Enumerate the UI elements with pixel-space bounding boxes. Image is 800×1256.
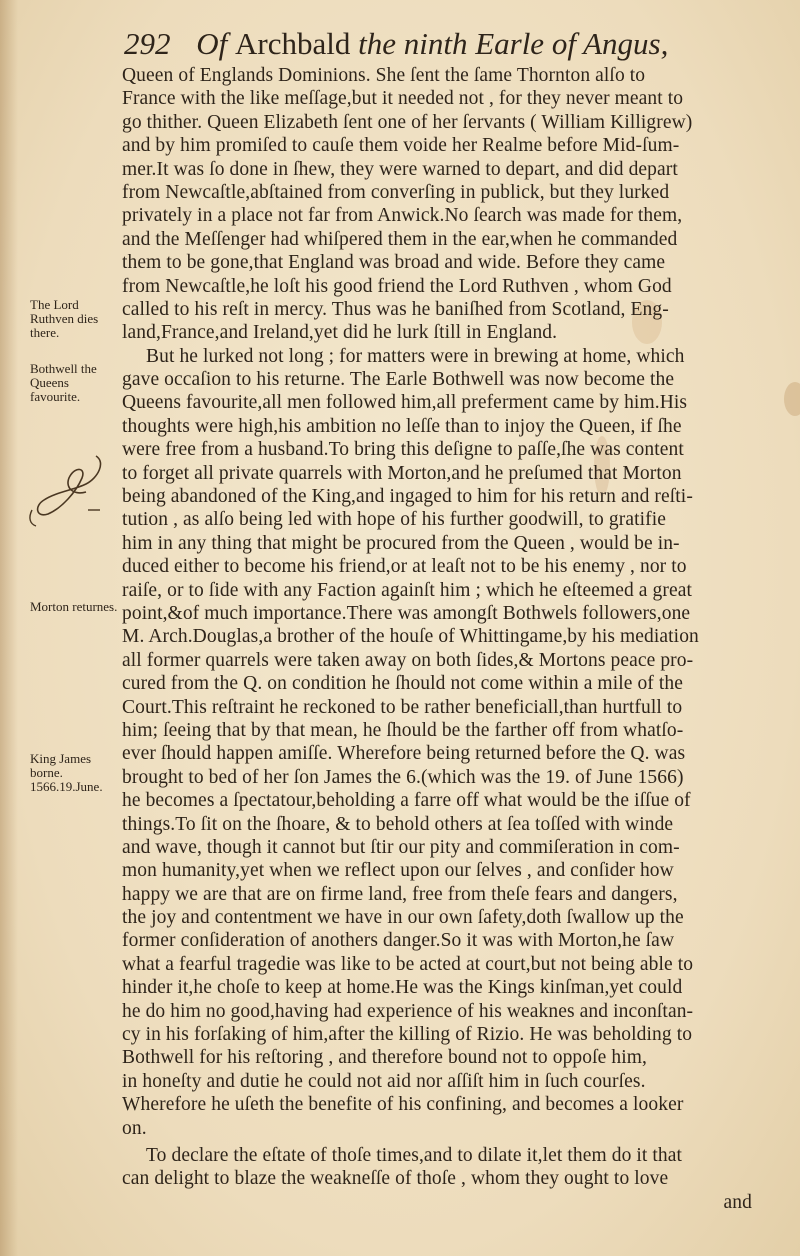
text-line: in honeſty and dutie he could not aid nor aſſiſt him in ſuch courſes. [122, 1070, 646, 1092]
handwritten-flourish-icon [26, 448, 116, 528]
text-line: and by him promiſed to cauſe them voide her Realme before Mid-ſum- [122, 135, 680, 157]
text-line: hinder it,he choſe to keep at home.He was the Kings kinſman,yet could [122, 977, 683, 999]
text-line: what a fearful tragedie was like to be acted at court,but not being able to [122, 953, 694, 975]
text-line: and the Meſſenger had whiſpered them in the ear,when he commanded [122, 228, 678, 250]
text-line: thoughts were high,his ambition no leſſe than to injoy the Queen, if ſhe [122, 415, 682, 437]
text-line: M. Arch.Douglas,a brother of the houſe of Whittingame,by his mediation [122, 626, 699, 648]
sidenote-ruthven: The Lord Ruthven dies there. [30, 297, 99, 340]
text-line: cured from the Q. on condition he ſhould not come within a mile of the [122, 673, 683, 695]
text-line: raiſe, or to ſide with any Faction againſt him ; which he eſteemed a great [122, 579, 693, 601]
text-line: land,France,and Ireland,yet did he lurk ſtill in England. [122, 322, 558, 344]
text-line: things.To ſit on the ſhoare, & to behold others at ſea toſſed with winde [122, 813, 674, 835]
text-line: were free from a husband.To bring this deſigne to paſſe,ſhe was content [122, 439, 684, 461]
text-line: former conſideration of anothers danger.So it was with Morton,he ſaw [122, 930, 675, 952]
running-title-part3: the ninth Earle of Angus, [358, 26, 669, 61]
text-line: mer.It was ſo done in ſhew, they were warned to depart, and did depart [122, 158, 678, 180]
text-line: the joy and contentment we have in our own ſafety,doth ſwallow up the [122, 907, 684, 929]
text-line: happy we are that are on firme land, free from theſe fears and dangers, [122, 883, 678, 905]
text-line: Queens favourite,all men followed him,all preferment came by him.His [122, 392, 688, 414]
sidenote-bothwell: Bothwell the Queens favourite. [30, 361, 97, 404]
text-line: Bothwell for his reſtoring , and therefore bound not to oppoſe him, [122, 1047, 647, 1069]
text-line: all former quarrels were taken away on both ſides,& Mortons peace pro- [122, 649, 694, 671]
text-line: he do him no good,having had experience of his weaknes and inconſtan- [122, 1000, 694, 1022]
text-line: from Newcaſtle,abſtained from converſing in publick, but they lurked [122, 181, 670, 203]
text-line: on. [122, 1117, 147, 1139]
text-line: point,&of much importance.There was amongſt Bothwels followers,one [122, 602, 691, 624]
text-line: gave occaſion to his returne. The Earle Bothwell was now become the [122, 369, 675, 391]
text-line: from Newcaſtle,he loſt his good friend the Lord Ruthven , whom God [122, 275, 672, 297]
text-line: privately in a place not far from Anwick.No ſearch was made for them, [122, 205, 683, 227]
text-line: cy in his forſaking of him,after the killing of Rizio. He was beholding to [122, 1024, 693, 1046]
running-title-part1: Of [196, 26, 235, 61]
page-number: 292 [124, 26, 171, 61]
text-line: him in any thing that might be procured from the Queen , would be in- [122, 532, 680, 554]
text-line: he becomes a ſpectatour,beholding a farre off what would be the iſſue of [122, 790, 691, 812]
text-line: tution , as alſo being led with hope of his further goodwill, to gratifie [122, 509, 666, 531]
foxing-stain [784, 382, 800, 416]
running-head [124, 22, 784, 66]
text-line: being abandoned of the King,and ingaged to him for his return and reſti- [122, 486, 693, 508]
text-line: ever ſhould happen amiſſe. Wherefore being returned before the Q. was [122, 743, 686, 765]
text-line: can delight to blaze the weakneſſe of thoſe , whom they ought to love [122, 1168, 669, 1190]
running-title-part2: Archbald [235, 26, 351, 61]
text-line: Wherefore he uſeth the benefite of his confining, and becomes a looker [122, 1094, 684, 1116]
text-line: them to be gone,that England was broad and wide. Before they came [122, 252, 666, 274]
text-line: Queen of Englands Dominions. She ſent the ſame Thornton alſo to [122, 65, 646, 86]
text-line: and wave, though it cannot but ſtir our pity and commiſeration in com- [122, 836, 680, 858]
text-line: mon humanity,yet when we reflect upon our ſelves , and conſider how [122, 860, 674, 882]
catchword: and [723, 1191, 752, 1213]
sidenote-morton: Morton returnes. [30, 599, 118, 614]
text-line: to forget all private quarrels with Morton,and he preſumed that Morton [122, 462, 682, 484]
sidenote-king-james: King James borne. 1566.19.June. [30, 751, 103, 794]
text-line: brought to bed of her ſon James the 6.(which was the 19. of June 1566) [122, 766, 684, 788]
text-line: him; ſeeing that by that mean, he ſhould be the farther off from whatſo- [122, 719, 684, 741]
text-line: France with the like meſſage,but it needed not , for they never meant to [122, 88, 684, 110]
text-line: duced either to become his friend,or at leaſt not to be his enemy , nor to [122, 556, 687, 578]
text-line: go thither. Queen Elizabeth ſent one of her ſervants ( William Killigrew) [122, 111, 693, 133]
text-line: To declare the eſtate of thoſe times,and to dilate it,let them do it that [146, 1144, 683, 1166]
main-text-block [122, 64, 772, 1214]
text-line: called to his reſt in mercy. Thus was he baniſhed from Scotland, Eng- [122, 298, 669, 320]
text-line: But he lurked not long ; for matters were in brewing at home, which [146, 345, 685, 367]
text-line: Court.This reſtraint he reckoned to be rather beneficiall,than hurtfull to [122, 696, 683, 718]
